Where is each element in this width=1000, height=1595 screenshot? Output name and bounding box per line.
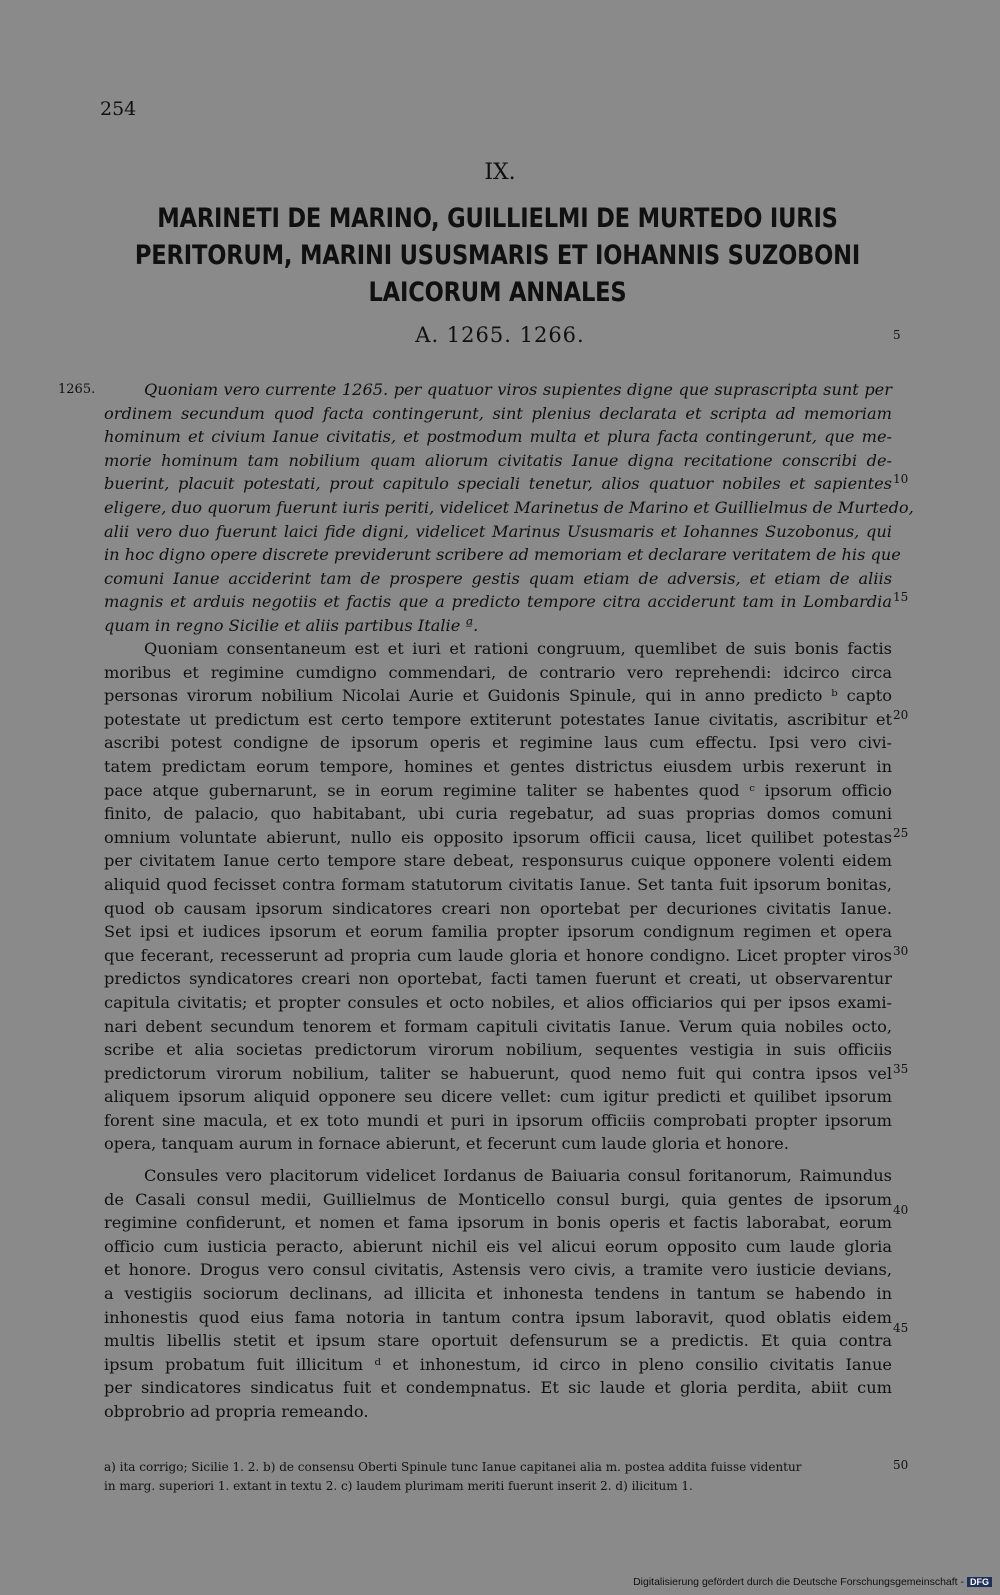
text-line: Consules vero placitorum videlicet Iordanus de Baiuaria consul foritanorum, Raimundus [144,1166,892,1185]
document-title [123,200,872,311]
line-number: 15 [893,590,909,604]
text-line: finito, de palacio, quo habitabant, ubi curia regebatur, ad suas proprias domos comuni [104,804,892,824]
text-line: scribe et alia societas predictorum virorum nobilium, sequentes vestigia in suis officiis [104,1040,892,1060]
paragraph-consuls [104,1164,892,1424]
text-line: quod ob causam ipsorum sindicatores creari non oportebat per decuriones civitatis Ianue. [104,898,892,918]
line-number: 10 [893,472,909,486]
text-line: que fecerant, recesserunt ad propria cum laude gloria et honore condigno. Licet propter viros [104,945,892,965]
text-line: omnium voluntate abierunt, nullo eis opposito ipsorum officii causa, licet quilibet potestas [104,827,892,847]
text-line: ipsum probatum fuit illicitum ᵈ et inhonestum, id circo in pleno consilio civitatis Ianue [104,1354,892,1374]
text-line: officio cum iusticia peracto, abierunt nichil eis vel alicui eorum opposito cum laude gloria [104,1236,892,1256]
text-line: ascribi potest condigne de ipsorum operis et regimine laus cum effectu. Ipsi vero civi- [104,733,892,753]
footnote-line: a) ita corrigo; Sicilie 1. 2. b) de consensu Oberti Spinule tunc Ianue capitanei alia m. postea addita fuisse videntur [104,1460,802,1474]
text-line: morie hominum tam nobilium quam aliorum civitatis Ianue digna recitatione conscribi de- [104,450,892,470]
text-line: hominum et civium Ianue civitatis, et postmodum multa et plura facta contingerunt, que me- [104,427,892,447]
page-number: 254 [100,98,137,120]
text-line: eligere, duo quorum fuerunt iuris periti, videlicet Marinetus de Marino et Guillielmus de Murtedo, [104,497,914,517]
text-line: predictos syndicatores creari non oportebat, facti tamen fuerunt et creati, ut observarentur [104,969,892,989]
text-line: aliquem ipsorum aliquid opponere seu dicere vellet: cum igitur predicti et quilibet ipsorum [104,1087,892,1107]
text-line: forent sine macula, et ex toto mundi et puri in ipsorum officiis comprobati propter ipsorum [104,1110,892,1130]
line-number: 35 [893,1062,909,1076]
margin-year: 1265. [58,382,96,397]
title-line: LAICORUM ANNALES [368,277,627,308]
text-line: per civitatem Ianue certo tempore stare debeat, responsurus cuique opponere volenti eidem [104,851,892,871]
footnote-line: in marg. superiori 1. extant in textu 2. c) laudem plurimam meriti fuerunt inserit 2. d) ilicitum 1. [104,1478,693,1493]
text-line: quam in regno Sicilie et aliis partibus Italie ª. [104,615,479,635]
title-line: PERITORUM, MARINI USUSMARIS ET IOHANNIS SUZOBONI [134,240,861,271]
dfg-notice [633,1576,992,1588]
text-line: a vestigiis sociorum declinans, ad illicita et inhonesta tendens in tantum se habendo in [104,1283,892,1303]
line-number: 5 [893,328,901,342]
text-line: regimine confiderunt, et nomen et fama ipsorum in bonis operis et factis laborabat, eorum [104,1213,892,1233]
text-line: Set ipsi et iudices ipsorum et eorum familia propter ipsorum condignum regimen et opera [104,922,892,942]
line-number: 20 [893,708,909,722]
line-number: 25 [893,826,909,840]
text-line: in hoc digno opere discrete previderunt scribere ad memoriam et declarare veritatem de his que [104,545,901,565]
text-line: predictorum virorum nobilium, taliter se habuerunt, quod nemo fuit qui contra ipsos vel [104,1063,892,1083]
text-line: nari debent secundum tenorem et formam capituli civitatis Ianue. Verum quia nobiles octo, [104,1016,892,1036]
text-line: tatem predictam eorum tempore, homines et gentes districtus eiusdem urbis rexerunt in [104,756,892,776]
text-line: comuni Ianue acciderint tam de prospere gestis quam etiam de adversis, et etiam de aliis [104,568,892,588]
text-line: Quoniam consentaneum est et iuri et rationi congruum, quemlibet de suis bonis factis [144,639,892,658]
line-number: 45 [893,1321,909,1335]
text-line: ordinem secundum quod facta contingerunt, sint plenius declarata et scripta ad memoriam [104,403,892,423]
line-number: 30 [893,944,909,958]
text-line: moribus et regimine cumdigno commendari, de contrario vero reprehendi: idcirco circa [104,662,892,682]
years-heading: A. 1265. 1266. [415,323,585,347]
text-line: per sindicatores sindicatus fuit et condempnatus. Et sic laude et gloria perdita, abiit cum [104,1378,892,1398]
text-line: pace atque gubernarunt, se in eorum regimine taliter se habentes quod ᶜ ipsorum officio [104,780,892,800]
line-number: 50 [893,1458,909,1472]
text-line: buerint, placuit potestati, prout capitulo speciali tenetur, alios quatuor nobiles et sapientes [104,474,892,494]
text-line: personas virorum nobilium Nicolai Aurie et Guidonis Spinule, qui in anno predicto ᵇ capto [104,686,892,706]
text-line: de Casali consul medii, Guillielmus de Monticello consul burgi, quia gentes de ipsorum [104,1189,892,1209]
paragraph-podesta [104,637,892,1156]
footnotes [104,1458,892,1495]
dfg-logo-icon: DFG [967,1577,992,1587]
text-line: obprobrio ad propria remeando. [104,1401,369,1421]
dfg-notice-text: Digitalisierung gefördert durch die Deutsche Forschungsgemeinschaft - [633,1576,964,1588]
text-line: et honore. Drogus vero consul civitatis, Astensis vero civis, a tramite vero iusticie devians, [104,1260,892,1280]
text-line: capitula civitatis; et propter consules et octo nobiles, et alios officiarios qui per ipsos exami- [104,992,892,1012]
text-line: Quoniam vero currente 1265. per quatuor viros supientes digne que suprascripta sunt per [144,380,892,399]
text-line: multis libellis stetit et ipsum stare oportuit defensurum se a predictis. Et quia contra [104,1331,892,1351]
text-line: aliquid quod fecisset contra formam statutorum civitatis Ianue. Set tanta fuit ipsorum bonitas, [104,874,892,894]
text-line: alii vero duo fuerunt laici fide digni, videlicet Marinus Ususmaris et Iohannes Suzobonus, qui [104,521,892,541]
chapter-number: IX. [484,160,516,185]
text-line: inhonestis quod eius fama notoria in tantum contra ipsum laboravit, quod oblatis eidem [104,1307,892,1327]
title-line: MARINETI DE MARINO, GUILLIELMI DE MURTEDO IURIS [157,203,838,234]
line-number: 40 [893,1203,909,1217]
text-line: magnis et arduis negotiis et factis que a predicto tempore citra acciderunt tam in Lombardia [104,592,892,612]
text-line: potestate ut predictum est certo tempore extiterunt potestates Ianue civitatis, ascribitur et [104,709,892,729]
text-line: opera, tanquam aurum in fornace abierunt, et fecerunt cum laude gloria et honore. [104,1134,789,1154]
